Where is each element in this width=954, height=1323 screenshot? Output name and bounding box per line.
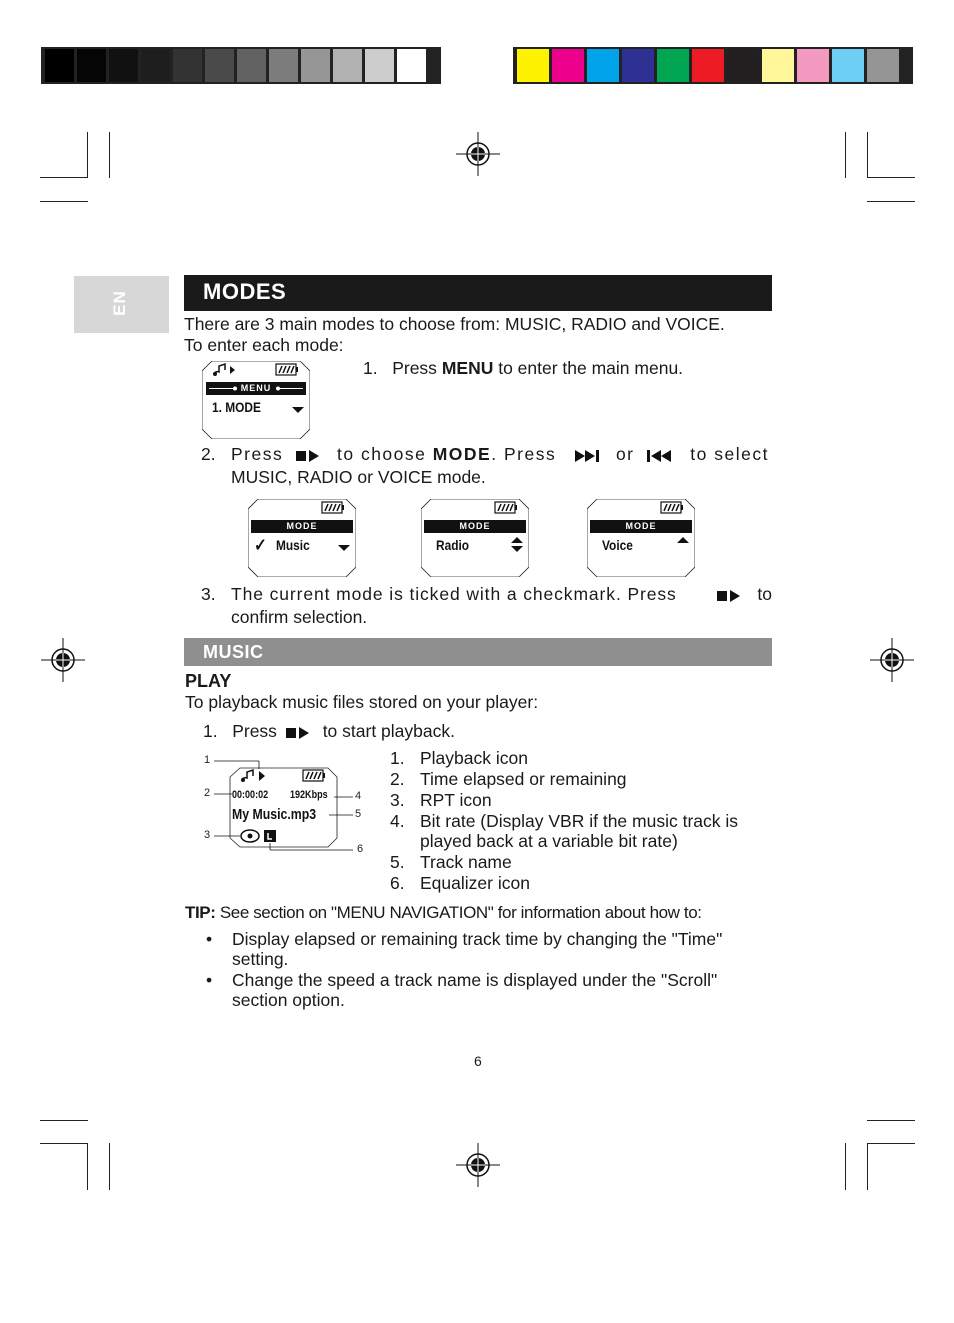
page-number: 6 <box>474 1053 482 1069</box>
check-icon: ✓ <box>254 535 267 555</box>
callout-6: 6 <box>357 843 364 855</box>
mode-screen-music <box>248 499 356 577</box>
callout-4: 4 <box>355 790 362 802</box>
legend-item: 5. <box>390 852 405 872</box>
legend-text: RPT icon <box>420 790 492 810</box>
color-swatch <box>657 49 689 82</box>
legend-text: Bit rate (Display VBR if the music track is <box>420 811 738 831</box>
color-swatch <box>762 49 794 82</box>
gray-swatch <box>77 49 106 82</box>
modes-step2-line2: MUSIC, RADIO or VOICE mode. <box>231 467 486 487</box>
mode-screen-voice-label: Voice <box>602 537 633 553</box>
color-swatch <box>622 49 654 82</box>
mode-screen-voice <box>587 499 695 577</box>
legend-item: 1. <box>390 748 405 768</box>
mode-screen-radio-band: MODE <box>459 521 491 531</box>
legend-item: 4. <box>390 811 405 831</box>
registration-mark-bottom <box>456 1143 500 1187</box>
legend-text: Playback icon <box>420 748 528 768</box>
player-bitrate: 192Kbps <box>290 789 328 801</box>
legend-text: Time elapsed or remaining <box>420 769 627 789</box>
gray-swatch <box>237 49 266 82</box>
gray-swatch <box>205 49 234 82</box>
legend-text: played back at a variable bit rate) <box>420 831 678 851</box>
gray-swatch <box>301 49 330 82</box>
gray-swatch <box>269 49 298 82</box>
mode-screen-radio <box>421 499 529 577</box>
registration-mark-left <box>41 638 85 682</box>
play-stop-icon <box>715 587 747 603</box>
previous-track-icon <box>643 447 681 463</box>
callout-3: 3 <box>204 829 211 841</box>
modes-heading: MODES <box>203 279 287 304</box>
play-subheading: PLAY <box>185 671 232 691</box>
gray-swatch <box>141 49 170 82</box>
legend-item: 6. <box>390 873 405 893</box>
modes-step2-line1: Press to choose MODE. Press or to select <box>231 444 769 464</box>
menu-screen <box>202 361 310 439</box>
legend-text: Track name <box>420 852 512 872</box>
music-section-header <box>184 638 772 666</box>
gray-swatch <box>173 49 202 82</box>
legend-text: Equalizer icon <box>420 873 530 893</box>
mode-screen-radio-label: Radio <box>436 537 470 553</box>
tip: TIP: See section on "MENU NAVIGATION" for information about how to: <box>185 903 702 922</box>
music-heading: MUSIC <box>203 642 264 662</box>
color-swatch <box>867 49 899 82</box>
color-swatch <box>692 49 724 82</box>
modes-section-header <box>184 275 772 311</box>
gray-swatch <box>397 49 426 82</box>
mode-screen-music-label: Music <box>276 537 310 553</box>
menu-screen-band: MENU <box>240 383 272 393</box>
mode-screen-music-band: MODE <box>286 521 318 531</box>
callout-1: 1 <box>204 754 211 766</box>
modes-intro-line1: There are 3 main modes to choose from: MUSIC, RADIO and VOICE. <box>184 314 725 334</box>
gray-swatch <box>45 49 74 82</box>
gray-calibration-bar <box>41 47 441 84</box>
menu-screen-item: 1. MODE <box>212 399 261 415</box>
callout-5: 5 <box>355 808 362 820</box>
tip-bullet-2-line2: section option. <box>232 990 345 1010</box>
color-swatch <box>727 49 759 82</box>
next-track-icon <box>571 447 609 463</box>
language-tab-label: EN <box>110 290 129 316</box>
mode-screen-voice-band: MODE <box>625 521 657 531</box>
registration-mark-right <box>870 638 914 682</box>
modes-step3-num: 3. <box>201 584 216 604</box>
color-swatch <box>797 49 829 82</box>
gray-swatch <box>333 49 362 82</box>
callout-2: 2 <box>204 787 211 799</box>
music-intro: To playback music files stored on your player: <box>185 692 539 712</box>
gray-swatch <box>365 49 394 82</box>
modes-step2-num: 2. <box>201 444 216 464</box>
tip-bullet-1-line1: Display elapsed or remaining track time by changing the "Time" <box>232 929 723 949</box>
player-track-name: My Music.mp3 <box>232 806 317 823</box>
bullet-icon: • <box>206 970 213 990</box>
legend-item: 3. <box>390 790 405 810</box>
color-swatch <box>832 49 864 82</box>
player-time: 00:00:02 <box>232 789 269 801</box>
tip-bullet-2-line1: Change the speed a track name is displayed under the "Scroll" <box>232 970 718 990</box>
music-step1: 1. Press to start playback. <box>203 721 455 741</box>
gray-swatch <box>109 49 138 82</box>
bullet-icon: • <box>206 929 213 949</box>
modes-step3-line1: The current mode is ticked with a checkmark. Press to <box>231 584 772 604</box>
player-screen-diagram <box>200 752 370 857</box>
play-stop-icon <box>294 447 326 463</box>
registration-mark-top <box>456 132 500 176</box>
legend-item: 2. <box>390 769 405 789</box>
play-stop-icon <box>284 724 316 740</box>
modes-intro-line2: To enter each mode: <box>184 335 344 355</box>
modes-step3-line2: confirm selection. <box>231 607 368 627</box>
tip-bullet-1-line2: setting. <box>232 949 289 969</box>
color-swatch <box>517 49 549 82</box>
color-calibration-bar <box>513 47 913 84</box>
color-swatch <box>587 49 619 82</box>
color-swatch <box>552 49 584 82</box>
modes-step1: 1. Press MENU to enter the main menu. <box>363 358 684 378</box>
